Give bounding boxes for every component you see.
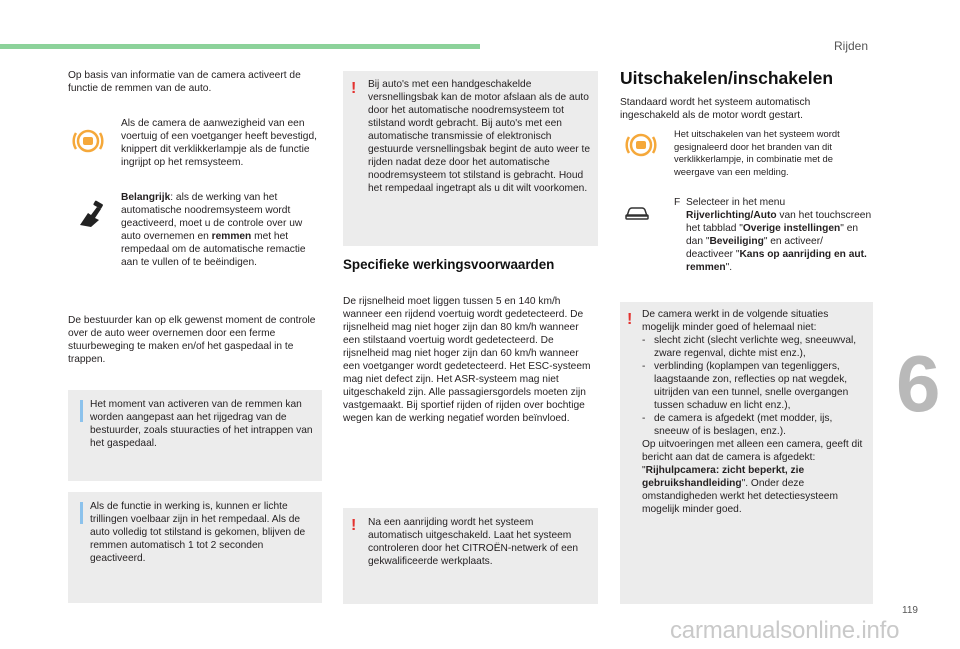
camera-lamp-text: Als de camera de aanwezigheid van een voertuig of een voetganger heeft bevestigd, knippert dit verklikkerlampje als de functie ingrijpt op het remsysteem. <box>121 118 317 168</box>
braking-bold-2: remmen <box>211 231 252 242</box>
braking-instruction <box>121 191 319 269</box>
list-item: - verblinding (koplampen van tegenliggers, laagstaande zon, reflecties op nat wegdek, uitrijden van een tunnel, snelle overgangen tussen schaduw en licht enz.), <box>642 361 849 411</box>
default-activation-text: Standaard wordt het systeem automatisch ingeschakeld als de motor wordt gestart. <box>620 97 811 121</box>
note-box-timing <box>68 390 322 481</box>
warning-exclamation-icon: ! <box>351 517 357 534</box>
camera-warning-message: Op uitvoeringen met alleen een camera, geeft dit bericht aan dat de camera is afgedekt: "Rijhulpcamera: zicht beperkt, zie gebruikshandleiding". Onder deze omstandigheden werkt het detectiesysteem mogelijk minder goed. <box>642 439 863 515</box>
camera-message-bold: Rijhulpcamera: zicht beperkt, zie gebruikshandleiding <box>642 465 805 489</box>
menu-name: Rijverlichting/Auto <box>686 210 777 221</box>
page-title: Uitschakelen/inschakelen <box>620 68 834 88</box>
note-timing-text: Het moment van activeren van de remmen kan worden aangepast aan het rijgedrag van de bestuurder, zoals stuuracties of het intrappen van het gaspedaal. <box>90 399 313 449</box>
section-color-bar <box>0 44 480 49</box>
aeb-off-lamp-icon <box>624 128 658 167</box>
warning-exclamation-icon: ! <box>351 80 357 97</box>
warning-box-collision <box>343 508 598 604</box>
menu-activate-text: " en activeer/ deactiveer " <box>686 236 823 260</box>
note-bar-icon <box>80 400 83 422</box>
menu-end-text: ". <box>725 262 733 273</box>
braking-text-1: : als de werking van het automatische noodremsysteem wordt geactiveerd, moet u de controle over uw auto overnemen en <box>121 192 303 242</box>
menu-van-text: van het touchscreen het tabblad " <box>686 210 872 234</box>
note-vibration-text: Als de functie in werking is, kunnen er lichte trillingen voelbaar zijn in het rempedaal. Als de auto volledig tot stilstand is gekomen, blijven de remmen automatisch 1 tot 2 seconden geactiveerd. <box>90 501 306 564</box>
braking-label: Belangrijk <box>121 192 171 203</box>
deactivation-lamp-text: Het uitschakelen van het systeem wordt gesignaleerd door het branden van dit verklikkerlampje, in combinatie met de weergave van een melding. <box>674 128 840 177</box>
step-marker: F <box>674 197 681 208</box>
chapter-number: 6 <box>896 339 941 428</box>
camera-warning-intro: De camera werkt in de volgende situaties mogelijk minder goed of helemaal niet: <box>642 309 829 333</box>
menu-select-text: Selecteer in het menu <box>686 197 786 208</box>
section-title-conditions: Specifieke werkingsvoorwaarden <box>343 257 555 272</box>
section-header: Rijden <box>834 39 869 53</box>
watermark: carmanualsonline.info <box>670 617 900 644</box>
list-item: - de camera is afgedekt (met modder, ijs, sneeuw of is beslagen, enz.). <box>642 413 833 437</box>
warning-box-camera <box>620 302 873 604</box>
braking-hand-icon <box>77 199 107 234</box>
menu-instruction <box>674 196 872 274</box>
page-number: 119 <box>902 605 918 616</box>
car-menu-icon <box>624 204 650 227</box>
conditions-text: De rijsnelheid moet liggen tussen 5 en 140 km/h wanneer een rijdend voertuig wordt gedetecteerd. De rijsnelheid mag niet hoger zijn dan 80 km/h wanneer een stilstaand voertuig wordt gedetecteerd. De rijsnelheid mag niet hoger zijn dan 60 km/h wanneer een voetganger wordt gedetecteerd. Het ESC-systeem mag niet defect zijn. Het ASR-systeem mag niet uitgeschakeld zijn. Alle passagiersgordels moeten zijn vastgemaakt. Bij sportief rijden of rijden over bochtige wegen kan de werking negatief worden beïnvloed. <box>343 296 591 424</box>
list-item: - slecht zicht (slecht verlichte weg, sneeuwval, zware regenval, dichte mist enz.), <box>642 335 857 359</box>
camera-warning-content <box>642 308 868 516</box>
menu-en-text: " en dan " <box>686 223 859 247</box>
note-bar-icon <box>80 502 83 524</box>
aeb-warning-lamp-icon <box>71 124 105 163</box>
warning-box-stall <box>343 71 598 246</box>
warning-exclamation-icon: ! <box>627 311 633 328</box>
menu-tab-name: Overige instellingen <box>742 223 841 234</box>
braking-text-2: met het rempedaal om de automatische remactie aan te vullen of te beëindigen. <box>121 231 306 268</box>
menu-beveiliging: Beveiliging <box>709 236 764 247</box>
warning-stall-text: Bij auto's met een handgeschakelde versnellingsbak kan de motor afslaan als de auto door het automatische noodremsysteem tot stilstand wordt gebracht. Bij auto's met een automatische transmissie of elektronisch gestuurde versnellingsbak begint de auto weer te rijden nadat deze door het automatische noodremsysteem tot stilstand is gebracht. Houd het rempedaal ingetrapt als u dit wilt voorkomen. <box>368 79 591 194</box>
menu-option-name: Kans op aanrijding en aut. remmen <box>686 249 867 273</box>
intro-text: Op basis van informatie van de camera activeert de functie de remmen van de auto. <box>68 70 301 94</box>
note-box-vibration <box>68 492 322 603</box>
driver-override-text: De bestuurder kan op elk gewenst moment de controle over de auto weer overnemen door een ferme stuurbeweging te maken en/of het gaspedaal in te trappen. <box>68 315 316 365</box>
warning-collision-text: Na een aanrijding wordt het systeem automatisch uitgeschakeld. Laat het systeem controleren door het CITROËN-netwerk of een gekwalificeerde werkplaats. <box>368 517 579 567</box>
